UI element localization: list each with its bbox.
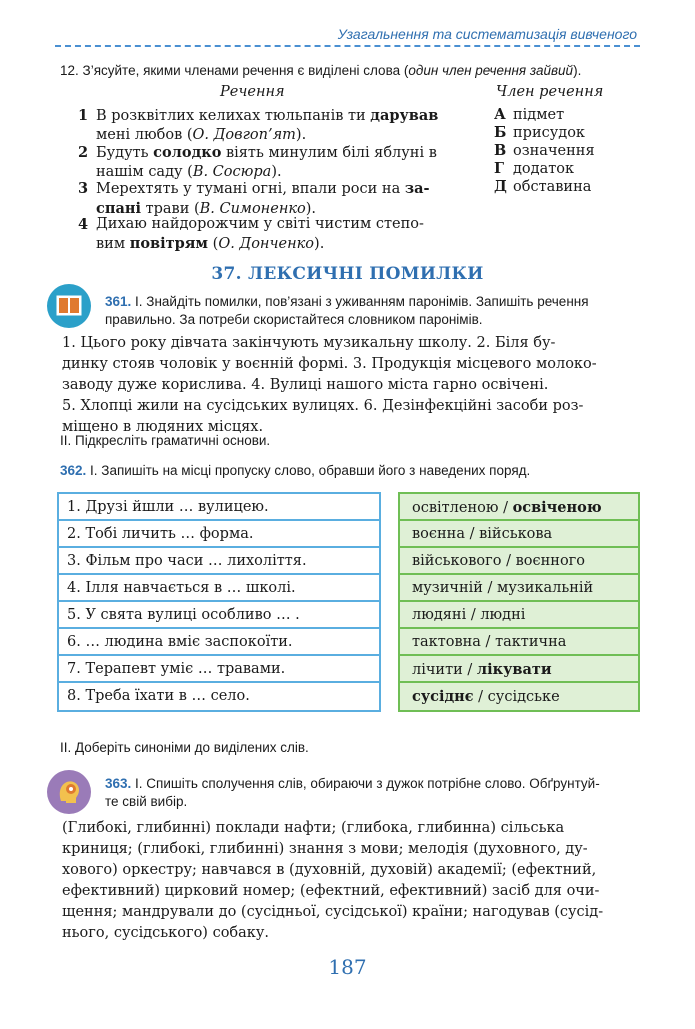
sentences-table xyxy=(57,492,381,712)
member-option: Б присудок xyxy=(494,124,585,141)
page-number: 187 xyxy=(328,955,367,979)
table-row: військового / воєнного xyxy=(400,548,638,575)
task-363-text: (Глибокі, глибинні) поклади нафти; (глибока, глибинна) сільська криниця; (глибокі, глибинні) знання з мови; мелодія (духовного, ду- хового) оркестру; навчався в (духовній, духовій) академії; (ефектний, ефективний) цирковий номер; (ефектний, ефективний) засіб для очи- щення; мандрували до (сусідньої, сусідської) країни; нагодував (сусід- нього, сусідського) собаку. xyxy=(62,820,604,941)
task-362-prompt: 362. І. Запишіть на місці пропуску слово, обравши його з наведених поряд. xyxy=(60,463,531,478)
member-option: А підмет xyxy=(494,106,565,123)
task-363-prompt: 363. І. Спишіть сполучення слів, обираючи з дужок потрібне слово. Обґрунтуй- те свій вибір. xyxy=(105,776,600,809)
table-row: 8. Треба їхати в … село. xyxy=(67,688,250,704)
task-361-part2: ІІ. Підкресліть граматичні основи. xyxy=(60,433,271,448)
table-row: сусіднє / сусідське xyxy=(412,688,560,705)
task-12-prompt: 12. З’ясуйте, якими членами речення є виділені слова (один член речення зайвий). xyxy=(60,63,582,78)
table-row: музичній / музикальній xyxy=(400,575,638,602)
book-icon xyxy=(47,284,91,328)
options-table xyxy=(398,492,640,712)
header-divider xyxy=(55,45,640,47)
table-row: 2. Тобі личить … форма. xyxy=(59,521,379,548)
running-header: Узагальнення та систематизація вивченого xyxy=(337,26,637,42)
table-row: 3. Фільм про часи … лихоліття. xyxy=(59,548,379,575)
task-361-text: 1. Цього року дівчата закінчують музикальну школу. 2. Біля бу- динку стояв чоловік у воєнній формі. 3. Продукція місцевого молоко- заводу дуже корислива. 4. Вулиці нашого міста гарно освічені. 5. Хлопці жили на сусідських вулицях. 6. Дезінфекційні засоби роз- міщено в людяних місцях. xyxy=(62,335,597,435)
thinking-head-icon xyxy=(47,770,91,814)
column-header-members: Член речення xyxy=(496,84,604,100)
task-361-prompt: 361. І. Знайдіть помилки, пов’язані з уживанням паронімів. Запишіть речення правильно. За потреби скористайтеся словником паронімів. xyxy=(105,294,589,327)
member-option: Г додаток xyxy=(494,160,575,177)
column-header-sentences: Речення xyxy=(220,84,285,100)
task-362-part2: ІІ. Доберіть синоніми до виділених слів. xyxy=(60,740,309,755)
table-row: 4. Ілля навчається в … школі. xyxy=(59,575,379,602)
member-option: Д обставина xyxy=(494,178,592,195)
table-row: 6. … людина вміє заспокоїти. xyxy=(59,629,379,656)
section-title: 37. ЛЕКСИЧНІ ПОМИЛКИ xyxy=(211,264,484,284)
table-row: тактовна / тактична xyxy=(400,629,638,656)
table-row: 1. Друзі йшли … вулицею. xyxy=(59,494,379,521)
table-row: людяні / людні xyxy=(400,602,638,629)
table-row: 5. У свята вулиці особливо … . xyxy=(59,602,379,629)
table-row: освітленою / освіченою xyxy=(400,494,638,521)
table-row: лічити / лікувати xyxy=(400,656,638,683)
member-option: В означення xyxy=(494,142,595,159)
table-row: 7. Терапевт уміє … травами. xyxy=(59,656,379,683)
table-row: воєнна / військова xyxy=(400,521,638,548)
